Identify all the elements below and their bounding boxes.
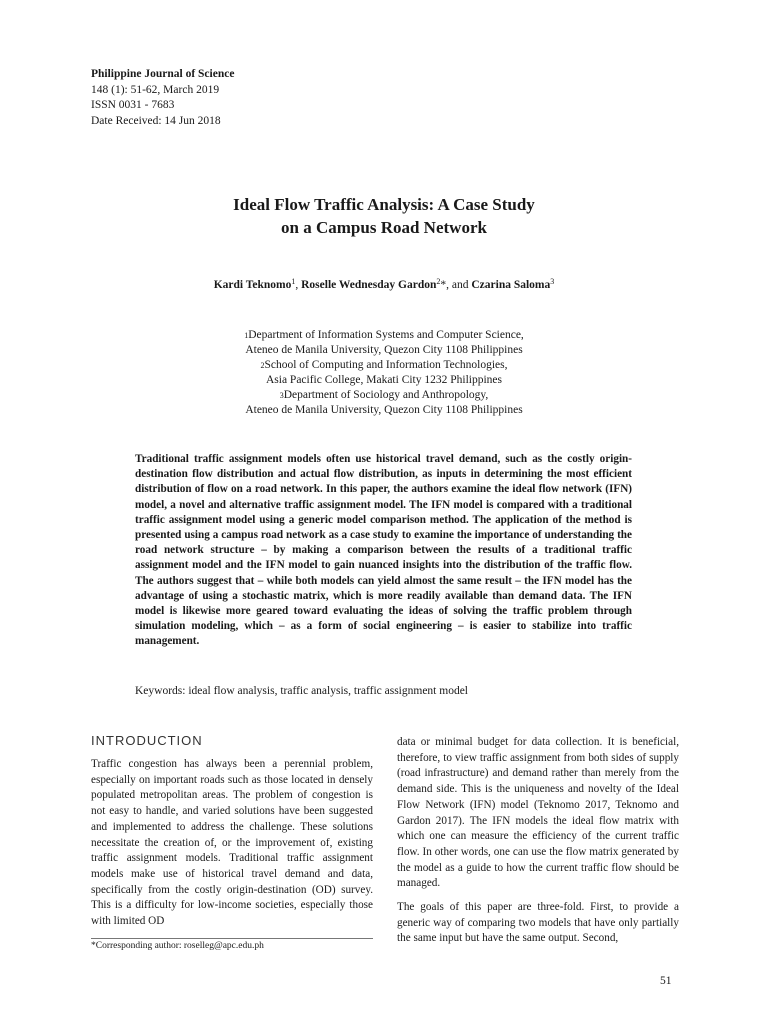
section-heading-introduction: INTRODUCTION <box>91 733 203 748</box>
keywords: Keywords: ideal flow analysis, traffic analysis, traffic assignment model <box>135 685 468 697</box>
affiliation-3-number: 3 <box>279 391 284 400</box>
abstract: Traditional traffic assignment models often use historical travel demand, such as the costly origin-destination flow distribution and actual flow distribution, as inputs in determining the most efficient distribution of flow on a road network. In this paper, the authors examine the ideal flow network (IFN) model, a novel and alternative traffic assignment model. The IFN model is compared with a traditional traffic assignment model using a generic model comparison method. The application of the method is presented using a campus road network as a case study to examine the importance of understanding the road network structure – by making a comparison between the results of a traditional traffic assignment model and the IFN model to gain nuanced insights into the distribution of the traffic flow. The authors suggest that – while both models can yield almost the same result – the IFN model has the advantage of using a stochastic matrix, which is more readily available than demand data. The IFN model is likewise more geared toward evaluating the ideas of solving the traffic problem through simulation modeling, which – as a form of social engineering – is easier to stabilize into traffic management. <box>135 453 632 648</box>
author-1: Kardi Teknomo <box>213 279 292 291</box>
affiliation-3-address: Ateneo de Manila University, Quezon City 1108 Philippines <box>245 404 523 416</box>
affiliation-3-dept: Department of Sociology and Anthropology, <box>283 389 489 401</box>
affiliation-1 <box>84 328 684 343</box>
author-3-affil: 3 <box>550 277 555 286</box>
page-number: 51 <box>660 975 672 987</box>
date-received: Date Received: 14 Jun 2018 <box>91 114 221 127</box>
affiliation-1-number: 1 <box>244 331 249 340</box>
intro-paragraph-continued: data or minimal budget for data collection. It is beneficial, therefore, to view traffic assignment from both sides of supply (road infrastructure) and demand rather than merely from the demand side. This is the uniqueness and novelty of the Ideal Flow Network (IFN) model (Teknomo 2017, Teknomo and Gardon 2017). The IFN models the ideal flow matrix with which one can measure the efficiency of the current traffic flow. In other words, one can use the flow matrix generated by the model as a guide to how the current traffic flow should be managed. <box>397 736 679 890</box>
affiliation-3 <box>84 388 684 403</box>
author-list <box>84 279 684 291</box>
affiliation-2 <box>84 358 684 373</box>
affiliation-2-number: 2 <box>260 361 265 370</box>
author-2-affil: 2 <box>436 277 441 286</box>
affiliation-1-address: Ateneo de Manila University, Quezon City 1108 Philippines <box>245 344 523 356</box>
paper-title <box>84 193 684 239</box>
intro-left-column: Traffic congestion has always been a perennial problem, especially on important roads such as those located in densely populated metropolitan areas. The problem of congestion is not easy to handle, and varied solutions have been suggested and implemented to address the challenge. These solutions necessitate the creation of, or the improvement of, existing traffic assignment models. Traditional traffic assignment models make use of historical travel demand and data, specifically from the costly origin-destination (OD) survey. This is a difficulty for low-income societies, especially those with limited OD <box>91 758 373 928</box>
title-line-1: Ideal Flow Traffic Analysis: A Case Study <box>233 195 535 214</box>
journal-header <box>91 67 391 129</box>
corresponding-mark: * <box>440 279 447 291</box>
author-2: Roselle Wednesday Gardon <box>301 279 437 291</box>
journal-issn: ISSN 0031 - 7683 <box>91 99 175 111</box>
author-separator: , and <box>446 279 472 291</box>
journal-name: Philippine Journal of Science <box>91 68 235 80</box>
affiliation-2-address: Asia Pacific College, Makati City 1232 Philippines <box>265 374 503 386</box>
author-3: Czarina Saloma <box>471 279 551 291</box>
corresponding-author-footnote: *Corresponding author: roselleg@apc.edu.ph <box>91 941 264 951</box>
intro-paragraph-goals: The goals of this paper are three-fold. First, to provide a generic way of comparing two models that have only partially the same input but have the same output. Second, <box>397 901 679 945</box>
author-separator: , <box>295 279 302 291</box>
journal-volume: 148 (1): 51-62, March 2019 <box>91 83 220 96</box>
affiliation-1-dept: Department of Information Systems and Computer Science, <box>248 329 524 341</box>
title-line-2: on a Campus Road Network <box>281 218 487 237</box>
affiliations <box>84 328 684 418</box>
footnote-divider <box>91 938 373 939</box>
intro-right-column <box>397 735 679 955</box>
affiliation-2-dept: School of Computing and Information Technologies, <box>264 359 508 371</box>
author-1-affil: 1 <box>291 277 296 286</box>
